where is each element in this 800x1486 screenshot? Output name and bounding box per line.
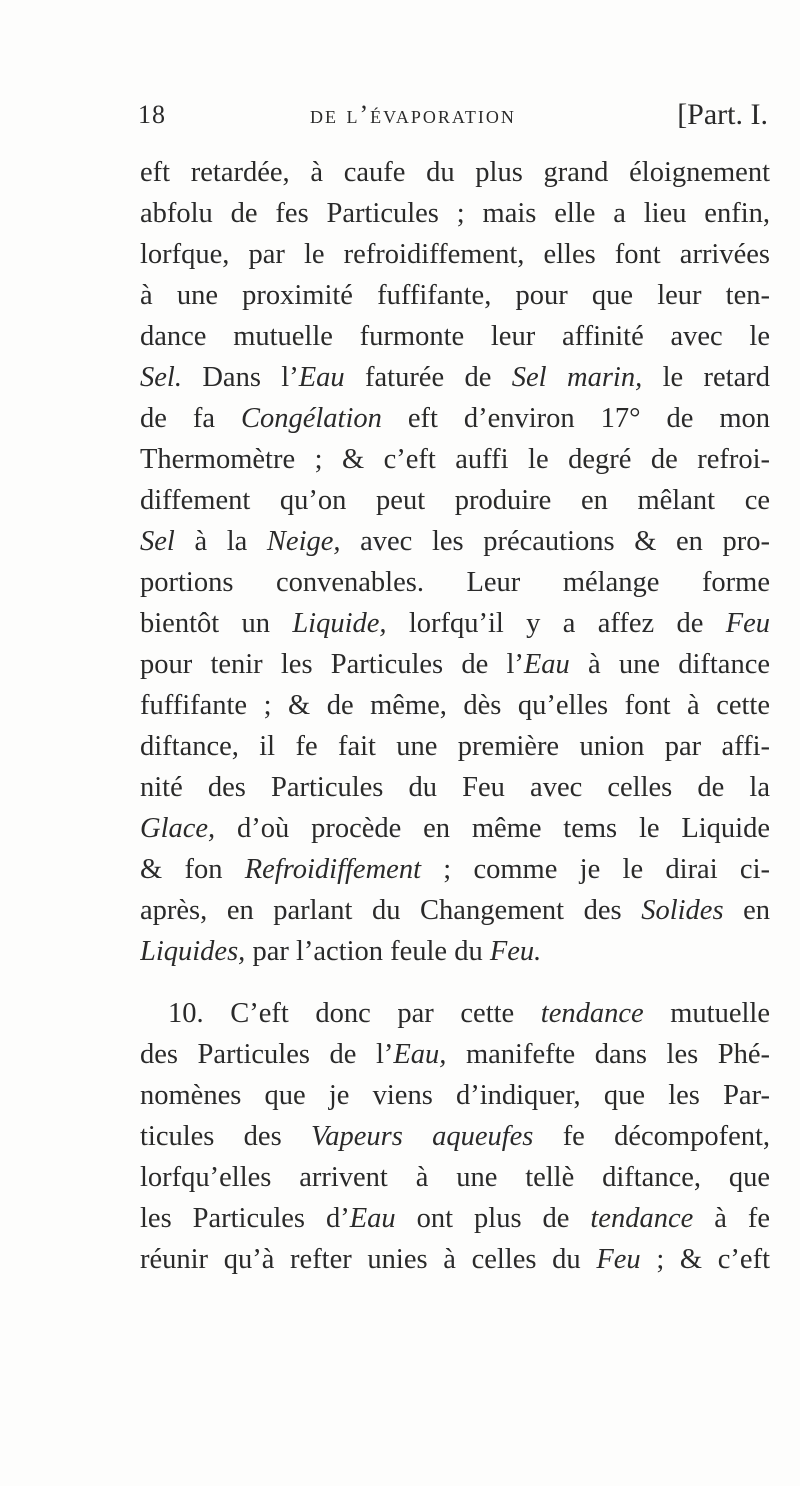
text-run: en: [723, 895, 770, 926]
italic-term: Sel marin,: [511, 362, 643, 393]
text-run: lorfque, par le refroidiffement, elles font arrivées: [140, 239, 770, 270]
text-run: à une proximité fuffifante, pour que leur ten-: [140, 280, 770, 311]
text-line: [140, 603, 770, 644]
text-line: [140, 1075, 770, 1116]
text-run: dance mutuelle furmonte leur affinité avec le: [140, 321, 770, 352]
italic-term: Feu.: [489, 936, 542, 967]
italic-term: Eau: [349, 1203, 396, 1234]
italic-term: Glace,: [140, 813, 216, 844]
page-header: [138, 100, 768, 140]
text-line: [140, 726, 770, 767]
italic-term: Neige,: [266, 526, 341, 557]
text-line: [140, 931, 770, 972]
text-line: [140, 480, 770, 521]
text-run: abfolu de fes Particules ; mais elle a lieu enfin,: [140, 198, 770, 229]
text-run: pour tenir les Particules de l’: [140, 649, 524, 680]
text-run: manifefte dans les Phé-: [446, 1039, 770, 1070]
italic-term: Eau,: [393, 1039, 447, 1070]
text-line: [140, 1116, 770, 1157]
text-run: après, en parlant du Changement des: [140, 895, 642, 926]
italic-term: Solides: [641, 895, 724, 926]
page-body: [140, 152, 770, 1280]
italic-term: Sel: [140, 526, 175, 557]
text-run: diffement qu’on peut produire en mêlant ce: [140, 485, 770, 516]
text-run: fuffifante ; & de même, dès qu’elles font à cette: [140, 690, 770, 721]
text-run: Thermomètre ; & c’eft auffi le degré de refroi-: [140, 444, 770, 475]
text-line: [140, 993, 770, 1034]
text-run: fe décompofent,: [533, 1121, 770, 1152]
italic-term: Feu: [596, 1244, 641, 1275]
text-line: [140, 152, 770, 193]
italic-term: Sel.: [140, 362, 182, 393]
text-line: [140, 1198, 770, 1239]
text-line: [140, 644, 770, 685]
text-line: [140, 193, 770, 234]
text-run: mutuelle: [643, 998, 770, 1029]
text-line: [140, 521, 770, 562]
text-run: avec les précautions & en pro-: [340, 526, 770, 557]
italic-term: Liquide,: [292, 608, 387, 639]
text-run: par l’action feule du: [245, 936, 490, 967]
text-line: [140, 849, 770, 890]
text-run: des Particules de l’: [140, 1039, 394, 1070]
text-run: à une diftance: [569, 649, 770, 680]
text-line: [140, 439, 770, 480]
text-line: [140, 234, 770, 275]
text-line: [140, 1157, 770, 1198]
italic-term: Refroidiffement: [244, 854, 421, 885]
text-run: & fon: [140, 854, 245, 885]
text-run: portions convenables. Leur mélange forme: [140, 567, 770, 598]
text-line: [140, 275, 770, 316]
text-line: [140, 1239, 770, 1280]
text-line: [140, 357, 770, 398]
text-line: [140, 767, 770, 808]
text-run: d’où procède en même tems le Liquide: [215, 813, 770, 844]
text-run: réunir qu’à refter unies à celles du: [140, 1244, 597, 1275]
running-title: de l’évaporation: [310, 100, 516, 129]
text-run: nomènes que je viens d’indiquer, que les Par-: [140, 1080, 770, 1111]
text-run: ; & c’eft: [640, 1244, 770, 1275]
italic-term: Eau: [298, 362, 345, 393]
text-line: [140, 685, 770, 726]
text-run: à fe: [693, 1203, 770, 1234]
text-run: 10. C’eft donc par cette: [168, 998, 541, 1029]
text-run: ; comme je le dirai ci-: [420, 854, 770, 885]
paragraph-gap: [140, 972, 770, 993]
italic-term: tendance: [590, 1203, 694, 1234]
text-run: ont plus de: [395, 1203, 591, 1234]
italic-term: Congélation: [240, 403, 382, 434]
italic-term: Eau: [523, 649, 570, 680]
italic-term: Vapeurs aqueufes: [310, 1121, 534, 1152]
text-line: [140, 1034, 770, 1075]
italic-term: Liquides,: [140, 936, 246, 967]
text-run: Dans l’: [181, 362, 299, 393]
text-run: bientôt un: [140, 608, 293, 639]
part-indicator: [Part. I.: [677, 98, 768, 131]
text-run: à la: [174, 526, 267, 557]
text-line: [140, 316, 770, 357]
text-line: [140, 562, 770, 603]
text-run: lorfqu’il y a affez de: [386, 608, 726, 639]
text-line: [140, 808, 770, 849]
italic-term: Feu: [725, 608, 770, 639]
text-run: les Particules d’: [140, 1203, 350, 1234]
paragraph-2: [140, 993, 770, 1280]
text-run: eft retardée, à caufe du plus grand éloignement: [140, 157, 770, 188]
text-run: nité des Particules du Feu avec celles de la: [140, 772, 770, 803]
text-run: lorfqu’elles arrivent à une tellè diftance, que: [140, 1162, 770, 1193]
text-run: diftance, il fe fait une première union par affi-: [140, 731, 770, 762]
text-run: ticules des: [140, 1121, 311, 1152]
text-run: de fa: [140, 403, 241, 434]
italic-term: tendance: [540, 998, 644, 1029]
text-run: eft d’environ 17° de mon: [381, 403, 770, 434]
page-number: 18: [138, 100, 166, 129]
text-run: le retard: [642, 362, 770, 393]
text-line: [140, 890, 770, 931]
text-run: faturée de: [344, 362, 512, 393]
paragraph-1: [140, 152, 770, 972]
text-line: [140, 398, 770, 439]
